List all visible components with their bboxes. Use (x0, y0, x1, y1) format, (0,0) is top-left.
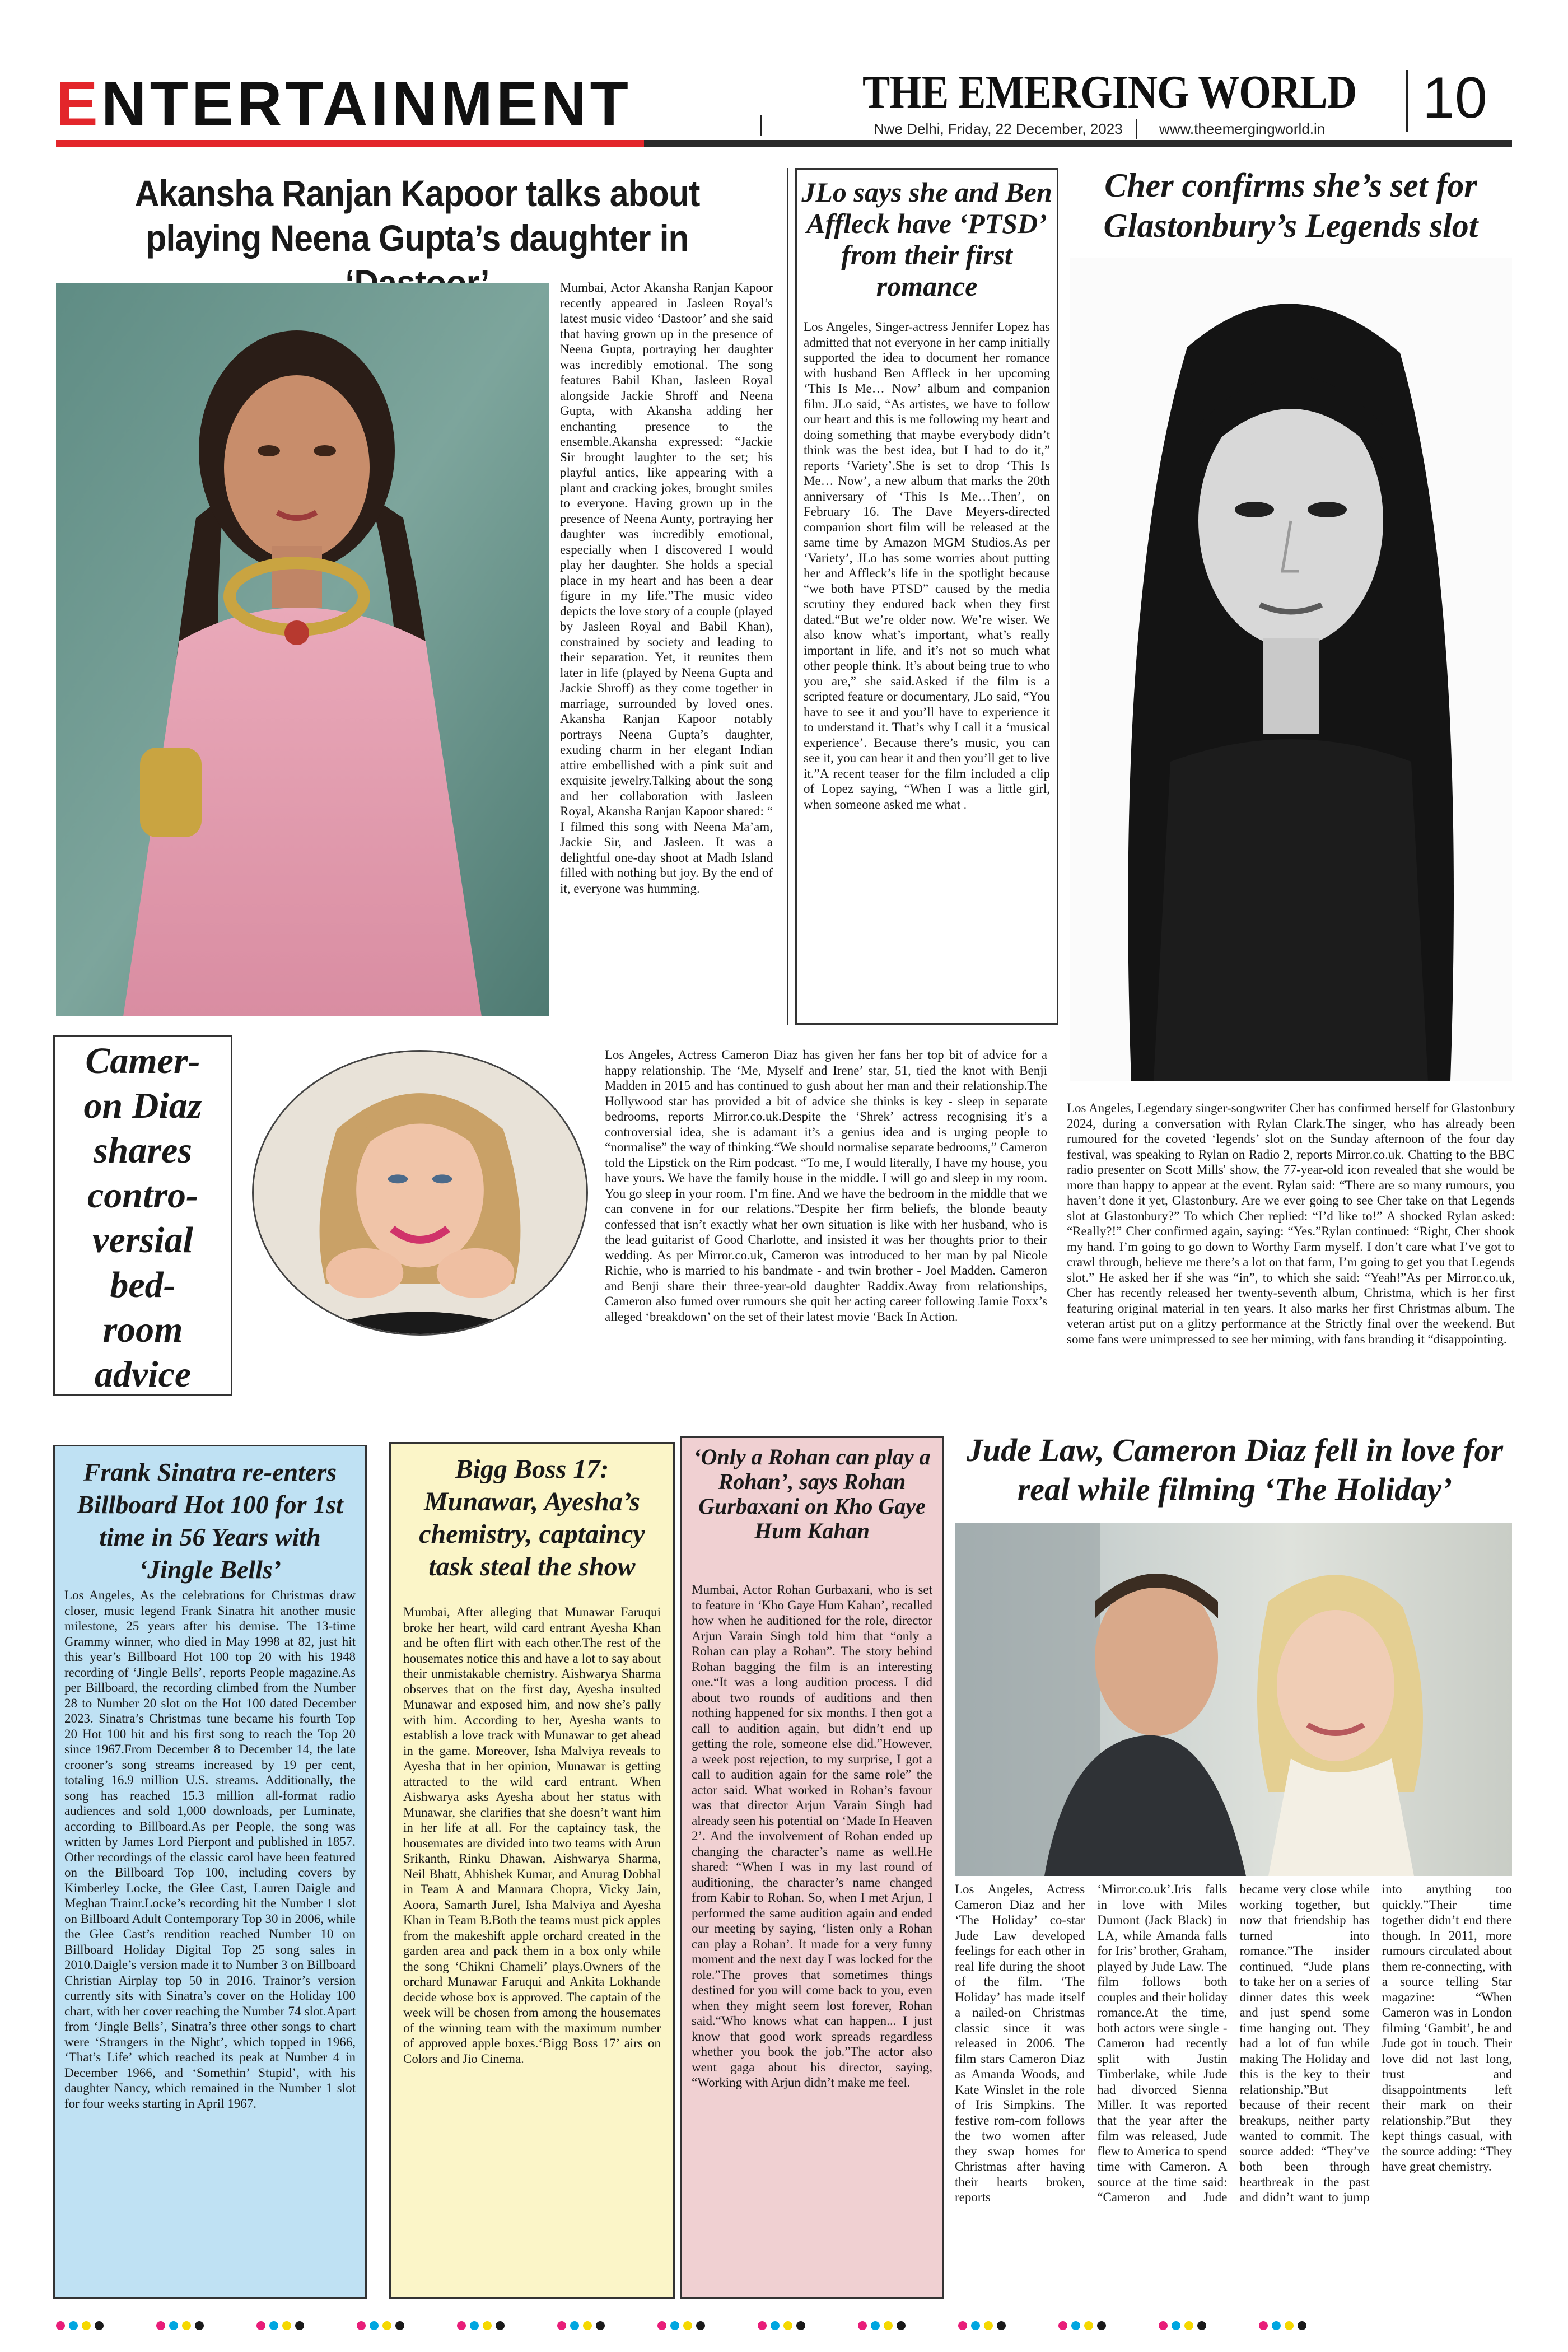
footer-dot (670, 2321, 679, 2330)
footer-dot (557, 2321, 566, 2330)
footer-dot (382, 2321, 391, 2330)
masthead-tick-left (760, 115, 762, 136)
footer-dot (858, 2321, 867, 2330)
footer-dot (156, 2321, 165, 2330)
masthead-rule-red (56, 140, 644, 147)
cher-photo (1070, 258, 1512, 1081)
footer-dot (696, 2321, 705, 2330)
footer-dot (657, 2321, 666, 2330)
footer-dot (871, 2321, 880, 2330)
footer-dot (897, 2321, 906, 2330)
footer-dots (56, 2321, 1512, 2338)
akansha-headline: Akansha Ranjan Kapoor talks about playing Neena Gupta’s daughter in (134, 172, 700, 259)
footer-dot (1298, 2321, 1306, 2330)
page-number-divider (1406, 70, 1408, 132)
cameron-headline-line-3: shares (93, 1130, 193, 1171)
footer-dot (783, 2321, 792, 2330)
footer-dot (1084, 2321, 1093, 2330)
footer-dot (583, 2321, 592, 2330)
footer-dot (771, 2321, 780, 2330)
footer-dot (95, 2321, 104, 2330)
footer-dot (470, 2321, 479, 2330)
akansha-body: Mumbai, Actor Akansha Ranjan Kapoor recently appeared in Jasleen Royal’s latest music video ‘Dastoor’ and she said that having grown up in the presence of Neena Gupta, portraying her daughter was incredibly emotional. The song features Babil Khan, Jasleen Royal alongside Jackie Shroff and Neena Gupta, with Akansha adding her enchanting presence to the ensemble.Akansha expressed: “Jackie Sir brought laughter to the set; his playful antics, like appearing with a plant and cracking jokes, brought smiles to everyone. Having grown up in the presence of Neena Aunty, portraying her daughter was incredibly emotional, especially when I discovered I would play her daughter. She holds a special place in my heart and has been a dear figure in my life.”The music video depicts the love story of a couple (played by Jasleen Royal and Babil Khan), constrained by society and leading to their separation. Yet, it reunites them later in life (played by Neena Gupta and Jackie Shroff) as they come together in marriage, surrounded by loved ones. Akansha Ranjan Kapoor notably portrays Neena Gupta’s daughter, exuding charm in her elegant Indian attire embellished with a pink suit and exquisite jewelry.Talking about the song and her collaboration with Jasleen Royal, Akansha Ranjan Kapoor shared: “ I filmed this song with Neena Ma’am, Jackie Sir, and Jasleen. It was a delightful one-day shoot at Madh Island filled with nothing but joy. By the end of it, everyone was humming. (560, 281, 773, 895)
paper-name: THE EMERGING WORLD (862, 66, 1357, 118)
section-title (56, 69, 632, 139)
footer-dot (357, 2321, 366, 2330)
jude-photo (955, 1523, 1512, 1876)
footer-dot (395, 2321, 404, 2330)
footer-dot (1172, 2321, 1180, 2330)
sinatra-headline: Frank Sinatra re-enters Billboard Hot 100 for 1st time in 56 Years with ‘Jingle Bells’ (77, 1458, 343, 1584)
akansha-photo (56, 283, 549, 1016)
footer-dot (997, 2321, 1006, 2330)
jude-body: Los Angeles, Actress Cameron Diaz and her ‘The Holiday’ co-star Jude Law developed feelings for each other in real life during the shoot of the film. ‘The Holiday’ has made itself a nailed-on Christmas classic since it was released in 2006. The film stars Cameron Diaz as Amanda Woods, and Kate Winslet in the role of Iris Simpkins. The festive rom-com follows the two women after they swap homes for Christmas after having their hearts broken, reports ‘Mirror.co.uk’.Iris falls in love with Miles Dumont (Jack Black) in LA, while Amanda falls for Iris’ brother, Graham, played by Jude Law. The film follows both couples and their holiday romance.At the time, both actors were single - Cameron had recently split with Justin Timberlake, while Jude had divorced Sienna Miller. It was reported that the year after the film was released, Jude flew to America to spend time with Cameron. A source at the time said: “Cameron and Jude became very close while working together, but now that friendship has turned into romance.”The insider continued, “Jude plans to take her on a series of dinner dates this week and just spend some time hanging out. They had a lot of fun while making The Holiday and this is the key to their relationship.”But because of their recent breakups, neither party wanted to commit. The source added: “They’ve both been through heartbreak in the past and didn’t want to jump into anything too quickly.”Their time together didn’t end there though. In 2011, more rumours circulated about them re-connecting, with a source telling Star magazine: “When Cameron was in London filming ‘Gambit’, he and Jude got in touch. Their love did not last long, trust and disappointments left their mark on their relationship.”But they kept things casual, with the source adding: “They have great chemistry. (955, 1882, 1512, 2204)
footer-dot (796, 2321, 805, 2330)
footer-dot (884, 2321, 893, 2330)
rohan-body: Mumbai, Actor Rohan Gurbaxani, who is set to feature in ‘Kho Gaye Hum Kahan’, recalled how when he auditioned for the role, director Arjun Varain Singh told him that “only a Rohan can play a Rohan”. The story behind Rohan bagging the film is an interesting one.“It was a long audition process. I did about two rounds of auditions and then nothing happened for six months. I then got a call to audition again, but didn’t end up getting the role, someone else did.”However, a week post rejection, to my surprise, I got a call to audition again for the same role” the actor said. What worked in Rohan’s favour was that director Arjun Varain Singh had already seen his potential on ‘Made In Heaven 2’. And the involvement of Rohan ended up changing the character’s name as well.He shared: “When I was in my last round of auditioning, the character’s name changed from Kabir to Rohan. So, when I met Arjun, I performed the same audition again and ended our meeting by saying, ‘listen only a Rohan can play a Rohan’. It made for a very funny moment and the next day I was locked for the role.”The proves that sometimes things destined for you will come back to you, even when they might seem lost forever, Rohan said.“Who knows what can happen... I just know that good work spreads regardless whether you book the job.”The actor also went gaga about his director, saying, “Working with Arjun didn’t make me feel. (692, 1583, 932, 2089)
footer-dot (984, 2321, 993, 2330)
footer-dot (256, 2321, 265, 2330)
footer-dot (457, 2321, 466, 2330)
section-title-initial: E (56, 69, 101, 139)
cher-body: Los Angeles, Legendary singer-songwriter Cher has confirmed herself for Glastonbury 2024, during a conversation with Rylan Clark.The singer, who has already been rumoured for the coveted ‘legends’ slot on the Sunday afternoon of the four day festival, was speaking to Rylan on Radio 2, reports Mirror.co.uk. Chatting to the BBC radio presenter on Scott Mills' show, the 77-year-old icon revealed that she would be more than happy to appear at the event. Rylan said: “There are so many rumours, you haven’t done it yet, Glastonbury. Are we ever going to see Cher take on that Legends slot at Glastonbury?” To which Cher replied: “I’d like to!” A shocked Rylan asked: “Really?!” Cher confirmed again, saying: “Yes.”Rylan continued: “Right, Cher shook my hand. I’m going to go down to Worthy Farm myself. I don’t care what I’ve got to crawl through, believe me there’s a lot on that farm, I’m going to get you that Legends slot.” He asked her if she was “in”, to which she said: “Yeah!”As per Mirror.co.uk, Cher has recently released her twenty-seventh album, Christma, which is her first featuring original material in ten years. It also marks her first Christmas album. The veteran artist put on a glitzy performance at the Strictly final over the weekend. But some fans were unimpressed to see her miming, with fans branding it “disappointing. (1067, 1101, 1515, 1346)
jlo-body: Los Angeles, Singer-actress Jennifer Lopez has admitted that not everyone in her camp initially supported the idea to document her romance with husband Ben Affleck in her upcoming ‘This Is Me… Now’ album and companion film. JLo said, “As artistes, we have to follow our heart and this is me following my heart and doing something that maybe everybody didn’t think was the best idea, but I had to do it,” reports ‘Variety’.She is set to drop ‘This Is Me… Now’, a new album that marks the 20th anniversary of ‘This Is Me…Then’, on February 16. The Dave Meyers-directed companion short film will be released at the same time by Amazon MGM Studios.As per ‘Variety’, JLo has some worries about putting her and Affleck’s life in the spotlight because “we both have PTSD” caused by the media scrutiny they endured back when they first dated.“But we’re older now. We’re wiser. We also know what’s important, what’s really important in life, and it’s not so much what other people think. It’s about being true to who you are,” she said.Asked if the film is a scripted feature or documentary, JLo said, “You have to see it and you’ll have to experience it to understand it. That’s why I call it a ‘musical experience’. Because there’s music, you can see it, you can hear it and then you’ll get to live it.”A recent teaser for the film included a clip of Lopez saying, “When I was a little girl, when someone asked me what . (804, 320, 1050, 811)
footer-dot (1197, 2321, 1206, 2330)
footer-dot (69, 2321, 78, 2330)
footer-dot (496, 2321, 505, 2330)
footer-dot (195, 2321, 204, 2330)
footer-dot (1071, 2321, 1080, 2330)
website: www.theemergingworld.in (1159, 120, 1326, 137)
footer-dot (269, 2321, 278, 2330)
cameron-headline-line-8: advice (94, 1354, 192, 1395)
footer-dot (1184, 2321, 1193, 2330)
rohan-headline: ‘Only a Rohan can play a Rohan’, says Rohan Gurbaxani on Kho Gaye Hum Kahan (693, 1444, 931, 1543)
biggboss-headline: Bigg Boss 17: Munawar, Ayesha’s chemistry, captaincy task steal the show (419, 1454, 645, 1581)
section-title-rest: NTERTAINMENT (101, 69, 632, 139)
footer-dot (82, 2321, 91, 2330)
footer-dot (295, 2321, 304, 2330)
footer-dot (596, 2321, 605, 2330)
cameron-headline-line-5: versial (92, 1220, 193, 1261)
cameron-photo (252, 1050, 588, 1336)
masthead-tick-mid (1136, 119, 1137, 139)
footer-dot (370, 2321, 379, 2330)
footer-dot-row (56, 2321, 1512, 2330)
footer-dot (282, 2321, 291, 2330)
footer-dot (483, 2321, 492, 2330)
footer-dot (683, 2321, 692, 2330)
footer-dot (1159, 2321, 1168, 2330)
footer-dot (1285, 2321, 1294, 2330)
footer-dot (971, 2321, 980, 2330)
footer-dot (169, 2321, 178, 2330)
footer-dot (570, 2321, 579, 2330)
footer-dot (56, 2321, 65, 2330)
jude-headline: Jude Law, Cameron Diaz fell in love for real while filming ‘The Holiday’ (966, 1432, 1504, 1508)
footer-dot (1259, 2321, 1268, 2330)
footer-dot (758, 2321, 767, 2330)
cameron-headline-line-1: Camer- (85, 1040, 200, 1081)
cameron-headline (56, 1039, 230, 1397)
cameron-text-wrap (252, 1047, 1047, 1400)
footer-dot (1272, 2321, 1281, 2330)
dateline: Nwe Delhi, Friday, 22 December, 2023 (874, 120, 1123, 137)
cameron-body: Los Angeles, Actress Cameron Diaz has given her fans her top bit of advice for a happy relationship. The ‘Me, Myself and Irene’ star, 51, tied the knot with Benji Madden in 2015 and has continued to gush about her man and their relationship.The Hollywood star has provided a bit of advice she thinks is key - sleep in separate bedrooms, reports Mirror.co.uk.Despite the ‘Shrek’ actress recognising it’s a controversial idea, she is adamant it’s a genius idea and is urging people to “normalise” the way of thinking.“We should normalise separate bedrooms,” Cameron told the Lipstick on the Rim podcast. “To me, I would literally, I have my house, you have yours. We have the family house in the middle. I will go and sleep in my room. You go sleep in your room. I’m fine. And we have the bedroom in the middle that we can convene in for our relations.”Despite her firm beliefs, the blonde beauty confessed that isn’t exactly what her own situation is like with her husband, who is the lead guitarist of Good Charlotte, and insisted it was her thoughts prior to their wedding. As per Mirror.co.uk, Cameron was introduced to her man by pal Nicole Richie, who is married to his bandmate - and twin brother - Joel Madden. Cameron and Benji share their three-year-old daughter Raddix.Away from relationships, Cameron also fumed over rumours she quit her acting career following Jamie Foxx’s alleged ‘breakdown’ on the set of their latest movie ‘Back In Action. (605, 1048, 1047, 1324)
footer-dot (1097, 2321, 1106, 2330)
column-rule-1 (787, 168, 788, 1025)
cameron-photo-float (252, 1047, 599, 1338)
sinatra-body: Los Angeles, As the celebrations for Christmas draw closer, music legend Frank Sinatra hit another music milestone, 25 years after his demise. The 13-time Grammy winner, who died in May 1998 at 82, just hit this year’s Billboard Hot 100 top 20 with his 1948 recording of ‘Jingle Bells’, reports People magazine.As per Billboard, the recording climbed from the Number 28 to Number 20 slot on the Hot 100 dated December 2023. Sinatra’s Christmas tune became his fourth Top 20 Hot 100 hit and his first song to reach the Top 20 since 1967.From December 8 to December 14, the late crooner’s song streams increased by 19 per cent, totaling 16.9 million U.S. streams. Additionally, the song has reached 15.3 million all-format radio audiences and sold 1,000 downloads, per Luminate, according to Billboard.As per People, the song was written by James Lord Pierpont and published in 1857. Other recordings of the classic carol have been featured on the Billboard Top 100, including covers by Kimberley Locke, the Glee Cast, Lauren Daigle and Meghan Trainr.Locke’s recording hit the Number 1 slot on Billboard Adult Contemporary Top 30 in 2006, while the Glee Cast’s rendition reached Number 10 on Billboard Holiday Digital Top 25 song sales in 2010.Daigle’s version made it to Number 3 on Billboard Christian Airplay top 50 in 2016. Trainor’s version currently sits with Sinatra’s cover on the Holiday 100 chart, with her cover reaching the Number 74 slot.Apart from ‘Jingle Bells’, Sinatra’s three other songs to chart were ‘Strangers in the Night’, which topped in 1966, ‘That’s Life’ which reached its peak at Number 4 in December 1966, and ‘Somethin’ Stupid’, with his daughter Nancy, which remained in the Number 1 slot for four weeks starting in April 1967. (64, 1588, 356, 2111)
cameron-headline-line-2: on Diaz (83, 1085, 202, 1126)
page-number: 10 (1422, 66, 1487, 130)
footer-dot (1058, 2321, 1067, 2330)
masthead (0, 0, 1568, 146)
cameron-headline-line-4: contro- (87, 1175, 198, 1216)
footer-dot (182, 2321, 191, 2330)
cameron-headline-line-7: room (102, 1309, 183, 1350)
cher-headline: Cher confirms she’s set for Glastonbury’s Legends slot (1103, 167, 1478, 244)
masthead-rule-dark (644, 140, 1512, 147)
cameron-headline-line-6: bed- (110, 1264, 176, 1305)
jlo-headline: JLo says she and Ben Affleck have ‘PTSD’ from their first romance (801, 176, 1052, 302)
footer-dot (958, 2321, 967, 2330)
biggboss-body: Mumbai, After alleging that Munawar Faruqui broke her heart, wild card entrant Ayesha Khan and he often flirt with each other.The rest of the housemates notice this and have a lot to say about their unmistakable chemistry. Aishwarya Sharma observes that on the first day, Ayesha insulted Munawar and exposed him, and now she’s pally with him. According to her, Ayesha wants to establish a love track with Munawar to get ahead in the game. Moreover, Isha Malviya reveals to Ayesha that in her opinion, Munawar is getting attracted to the wild card entrant. When Aishwarya asks Ayesha about her status with Munawar, she clarifies that she doesn’t want him in her life at all. For the captaincy task, the housemates are divided into two teams with Arun Srikanth, Rinku Dhawan, Aishwarya Sharma, Neil Bhatt, Abhishek Kumar, and Anurag Dobhal in Team A and Mannara Chopra, Vicky Jain, Aoora, Samarth Jurel, Isha Malviya and Ayesha Khan in Team B.Both the teams must pick apples from the makeshift apple orchard created in the garden area and pack them in a box only while the song ‘Chikni Chameli’ plays.Owners of the orchard Munawar Faruqui and Ankita Lokhande decide whose box is approved. The captain of the week will be chosen from among the housemates of the winning team with the maximum number of approved apple boxes.‘Bigg Boss 17’ airs on Colors and Jio Cinema. (403, 1605, 661, 2066)
